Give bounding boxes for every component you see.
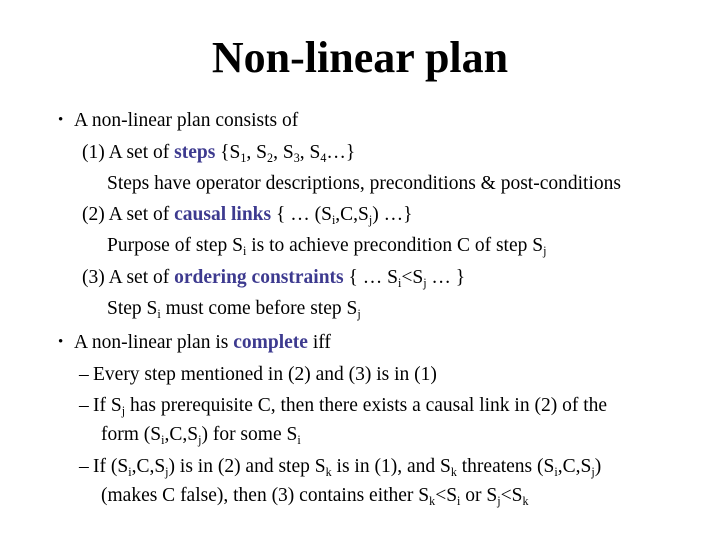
- bullet-consists-of: [58, 108, 298, 133]
- bullet-text: A non-linear plan consists of: [74, 110, 299, 131]
- condition-prerequisite-cont: form $(S_i,C,S_j)$ for some $S_i$: [101, 424, 301, 448]
- bullet-complete: • A non-linear plan is complete iff: [58, 332, 331, 353]
- bullet-icon: •: [58, 112, 64, 128]
- causal-links-detail: Purpose of step $S_i$ is to achieve precondition C of step $S_j$: [107, 235, 547, 259]
- condition-threat-cont: (makes C false), then (3) contains either $S_k<S_i$ or $S_j<S_k$: [101, 485, 529, 509]
- bullet-icon: •: [58, 334, 64, 350]
- condition-every-step: – Every step mentioned in (2) and (3) is in (1): [79, 364, 437, 385]
- term-causal-links: causal links: [174, 204, 272, 225]
- ordering-detail: Step $S_i$ must come before step $S_j$: [107, 298, 361, 322]
- item-number: (1): [82, 142, 105, 163]
- condition-threat: – If $(S_i,C,S_j)$ is in (2) and step $S_k$ is in (1), and $S_k$ threatens $(S_i,C,S_j)$: [79, 456, 602, 480]
- dash-icon: –: [79, 395, 89, 416]
- condition-prerequisite: – If $S_j$ has prerequisite C, then there exists a causal link in (2) of the: [79, 395, 608, 419]
- term-steps: steps: [174, 142, 216, 163]
- item-number: (3): [82, 267, 105, 288]
- steps-set: {$S_1$, $S_2$, $S_3$, $S_4\dots$}: [220, 142, 356, 166]
- slide-title: Non-linear plan: [211, 33, 509, 82]
- term-ordering-constraints: ordering constraints: [174, 267, 344, 288]
- dash-icon: –: [79, 364, 89, 385]
- item-number: (2): [82, 204, 105, 225]
- dash-icon: –: [79, 456, 89, 477]
- item-lead: A set of: [108, 142, 170, 163]
- item-lead: A set of: [108, 267, 170, 288]
- ordering-set: { … $S_i<S_j$ … }: [348, 267, 466, 291]
- item-ordering-constraints: [82, 266, 465, 290]
- causal-links-set: { … $(S_i,C,S_j)$ …}: [275, 204, 413, 228]
- item-steps: [82, 141, 355, 165]
- item-causal-links: [82, 203, 413, 227]
- item-lead: A set of: [108, 204, 170, 225]
- steps-detail: Steps have operator descriptions, preconditions & post-conditions: [107, 173, 621, 194]
- term-complete: complete: [233, 332, 308, 353]
